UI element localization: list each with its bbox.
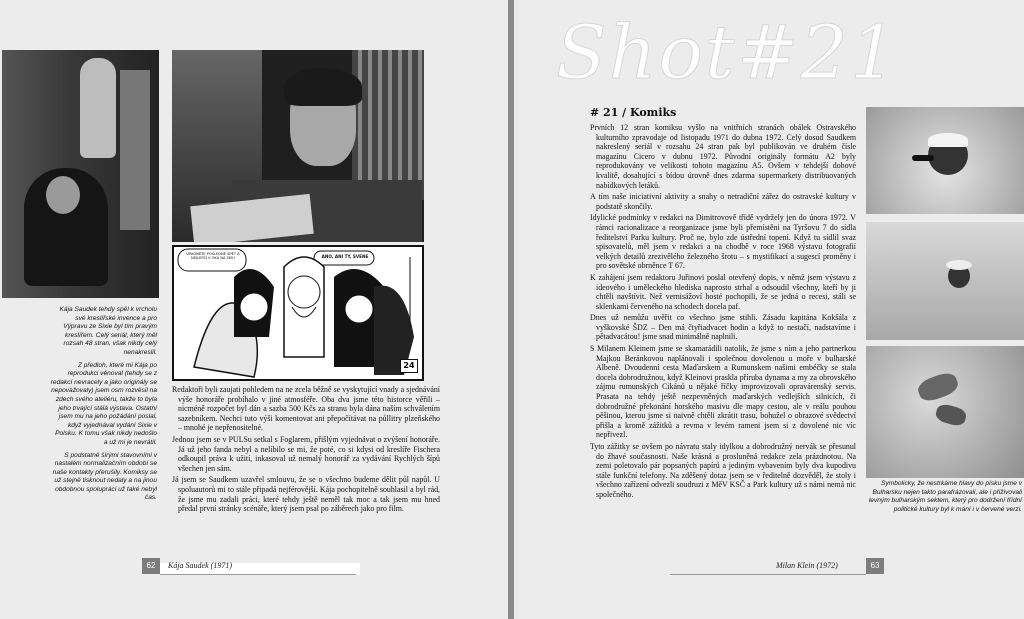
left-body-text bbox=[172, 385, 440, 516]
comic-balloon-2: ANO, ANI TY, SVENE bbox=[321, 254, 369, 259]
caption-paragraph: Z předloh, které mi Kája po reprodukci věnoval (tehdy se z redakcí nevracely a jako originály se nepovažovaly) jsem osm rozvěsil na zdech svého ateliéru, takže to byla jeho trvající stálá výstava. Ostatní jsem mu na jeho požádání poslal, když vyjednával vydání Sixie v Polsku. K tomu však nikdy nedošlo a už mi je nevrátil. bbox=[50, 361, 157, 446]
caption-paragraph: S podstatně širými stavovními v nastalém normalizačním období se naše kontakty přerušily. Komiksy se už stejně tisknout nedaly a na jinou obdobnou spolupráci už také nebyl čas. bbox=[52, 451, 157, 502]
doll-figure bbox=[80, 58, 116, 158]
comic-drawing bbox=[174, 247, 422, 379]
comic-balloon-1: UPADNĚTE POSLEDNÉ SPĚT A NEJLEPŠÍ V OKÁ NA SEK! bbox=[186, 252, 240, 261]
footer-label: Milan Klein (1972) bbox=[776, 561, 838, 570]
chapter-big-title: Shot#21 bbox=[556, 10, 899, 96]
comic-panel bbox=[172, 245, 424, 381]
page-number: 63 bbox=[866, 558, 884, 574]
photo-head-in-sand-pipe bbox=[866, 107, 1024, 214]
body-paragraph: Dnes už nemůžu uvěřit co všechno jsme stihli. Zásadu kapitána Kokšála z vyškovské ŠDZ – Den má čtyřiadvacet hodin a když to nestačí, nadstavíme i pětadvacátou! jsme snad minimálně naplnili. bbox=[590, 313, 856, 342]
photo-head-in-sand bbox=[866, 222, 1024, 340]
body-paragraph: Tyto zážitky se ovšem po návratu staly idylkou a dobrodružný nervák se přesunul do žhavé současnosti. Naše krásná a prosluněná redakce zela prázdnotou. Na zemi poletovalo pár popsaných papírů a jediným vybavením byly dva kupodivu stále funkční telefony. Na zděšený dotaz jsem se v ředitelně dozvěděl, že stoly i všechno zařízení odvezli soudruzi z MěV KSČ a Park kultury už s námi nemá nic společného. bbox=[590, 442, 856, 499]
body-paragraph: Jednou jsem se v PULSu setkal s Foglarem, přišlým vyjednávat o zvýšení honoráře. Já už jeho fanda nebyl a nelíbilo se mi, že poté, co si kdysi od kreslíře Fischera odkoupil práva k užití, inkasoval už nemalý honorář za vydávání Rychlých šípů všechen jen sám. bbox=[172, 434, 440, 473]
body-paragraph: K zahájení jsem redaktoru Juřinovi poslal otevřený dopis, v němž jsem výstavu z ideového i uměleckého hlediska naprosto strhal a odsoudil všechny, kteří by ji chtěli navštívit. Než vernisážoví hosté pochopili, že se jedná o recesi, stáli se sklenkami červeného na schodech docela paf. bbox=[590, 272, 856, 311]
left-caption bbox=[50, 306, 157, 507]
body-paragraph: S Milanem Kleinem jsme se skamarádili natolik, že jsme s ním a jeho partnerkou Majkou Beránkovou naplánovali i společnou dovolenou u moře v bulharské Albeně. Dvoudenní cesta Maďarskem a Rumunskem našimi embéčky se stala docela dobrodružnou, když Kleinovi praskla příruba dynama a my za obrovského zájmu rumunských Cikánů u nějaké říčky improvizovali opravárenský servis. Prasata na tehdy ještě nezpevněných maďarských vedlejších silnicích, či dobrodružné překonání horského masivu dle mapy cestou, ale v reálu pouhou pěšinou, kterou jsme si naivně chtěli zkrátit trasu, bohužel o obrazové svědectví přišla a kromě zážitků a revma v levém rameni jsem si z dovolené nic víc nepřivezl. bbox=[590, 344, 856, 440]
right-body-text bbox=[590, 123, 856, 502]
body-paragraph: Idylické podmínky v redakci na Dimitrovově třídě vydržely jen do února 1972. V rámci racionalizace a reorganizace jsme byli přemístěni na Tyršovu 7 do sídla ředitelství Parku kultury. Proč ne, bylo zde ústřední topení. Když tu sídlil svaz spisovatelů, měl jsem v redakci a na chodbě v roce 1968 výstavu fotografií velkých detailů zrezivělého železného šrotu – s mystifikací a sugescí proměny i pro sovětské obrněnce T 67. bbox=[590, 213, 856, 271]
footer-rule bbox=[670, 574, 866, 575]
photo-kaja-saudek-sitting bbox=[2, 50, 159, 298]
body-paragraph: Redaktoři byli zaujati pohledem na ne zcela běžně se vyskytující vnady a sjednávání výše honoráře probíhalo v jiné atmosféře. Oba dva jsme této historce věřili – nicméně rozpočet byl dán a sazba 500 Kčs za stranu byla dána naším schválením sazebníkem. Nechci tuto výši komentovat ani přepočítávat na půllitry plzeňského – mnohé je nepřenositelné. bbox=[172, 385, 440, 433]
photo-feet-in-sand bbox=[866, 346, 1024, 478]
comic-page-number: 24 bbox=[400, 359, 418, 373]
right-caption: Symbolicky, že nestrkáme hlavy do písku jsme v Bulharsku nejen takto parafrázovali, ale i přiživovali levným bulharským sektem, který pro dodržení třídní politické kultury byl k mání i v červené verzi. bbox=[868, 480, 1022, 513]
section-title: # 21 / Komiks bbox=[590, 106, 677, 119]
footer-rule bbox=[160, 574, 356, 575]
right-page bbox=[514, 0, 1024, 619]
body-paragraph: Prvních 12 stran komiksu vyšlo na vnitřních stranách obálek Ostravského kulturního zpravodaje od listopadu 1971 do dubna 1972. Celý dosud Saudkem nakreslený seriál v rozsahu 24 stran pak byl publikován ve druhém čísle magazínu Cicero v dubnu 1972. Původní originály formátu A2 byly reprodukovány ve velikosti tohoto magazínu A5. Ovšem v tehdejší dobové kvalitě, dosahující s bídou úrovně dnes zdarma supermarkety distribuovaných nabídkových letáků. bbox=[590, 123, 856, 190]
body-paragraph: Já jsem se Saudkem uzavřel smlouvu, že se o všechno budeme dělit půl napůl. U spoluautorů mi to stále připadá nejférovější. Kája pochopitelně souhlasil a byl rád, že jsme mu zadali práci, které tehdy ještě neměl tak moc a tak jsem mu hned předal první stránky scénáře, který jsem psal po záběrech jako pro film. bbox=[172, 475, 440, 514]
photo-man-at-desk bbox=[172, 50, 424, 242]
body-paragraph: A tím naše iniciativní aktivity a snahy o netradiční zářez do ostravské kultury v podstatě skončily. bbox=[590, 192, 856, 211]
page-number: 62 bbox=[142, 558, 160, 574]
footer-label: Kája Saudek (1971) bbox=[168, 561, 232, 570]
left-page bbox=[0, 0, 508, 619]
caption-paragraph: Kája Saudek tehdy spěl k vrcholu své kreslířské invence a pro Výpravu ze Sixie byl tím pravým kreslířem. Celý seriál, který měl rozsah 48 stran, však nikdy celý nenakreslil. bbox=[59, 306, 157, 356]
